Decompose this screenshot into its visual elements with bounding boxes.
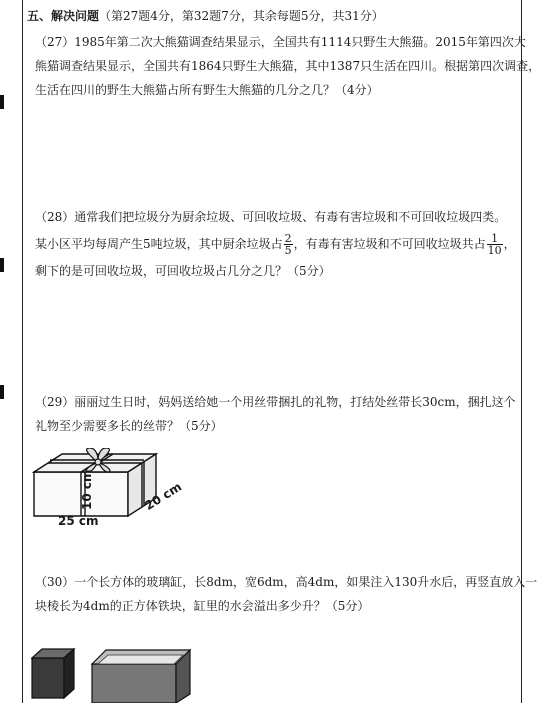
question-27 (35, 30, 541, 102)
fraction-one-tenth (487, 233, 503, 256)
binding-mark (0, 258, 4, 272)
text-segment: ， (503, 237, 516, 251)
height-label: 10 cm (80, 469, 94, 510)
fraction-denominator: 10 (487, 244, 502, 257)
cube-and-tank-figure (28, 644, 208, 703)
fraction-numerator: 1 (487, 233, 503, 245)
question-28 (35, 205, 516, 283)
question-30 (35, 570, 538, 618)
question-text-line: 块棱长为4dm的正方体铁块，缸里的水会溢出多少升？（5分） (35, 599, 370, 613)
question-text-line: 生活在四川的野生大熊猫占所有野生大熊猫的几分之几？（4分） (35, 83, 379, 97)
question-text-line: （27）1985年第二次大熊猫调查结果显示，全国共有1114只野生大熊猫。2015年第四次大 (35, 35, 526, 49)
binding-mark (0, 385, 4, 399)
question-text-line (35, 229, 516, 259)
question-text-line: 剩下的是可回收垃圾，可回收垃圾占几分之几？（5分） (35, 264, 331, 278)
width-label: 20 cm (142, 479, 185, 513)
section-heading (27, 7, 384, 24)
cube-and-tank-drawing (28, 644, 208, 703)
binding-mark (0, 95, 4, 109)
question-text-line: （28）通常我们把垃圾分为厨余垃圾、可回收垃圾、有毒有害垃圾和不可回收垃圾四类。 (35, 210, 507, 224)
fraction-two-fifths (284, 233, 293, 256)
question-text-line: （30）一个长方体的玻璃缸，长8dm，宽6dm，高4dm，如果注入130升水后，再竖直放入一 (35, 575, 538, 589)
text-segment: ，有毒有害垃圾和不可回收垃圾共占 (293, 237, 486, 251)
question-29 (35, 390, 516, 438)
iron-cube-icon (32, 649, 74, 698)
fraction-numerator: 2 (284, 232, 292, 245)
text-segment: 某小区平均每周产生5吨垃圾，其中厨余垃圾占 (35, 237, 283, 251)
question-text-line: 礼物至少需要多长的丝带？（5分） (35, 419, 223, 433)
glass-tank-icon (92, 650, 190, 703)
question-text-line: 熊猫调查结果显示，全国共有1864只野生大熊猫，其中1387只生活在四川。根据第四次调查， (35, 59, 541, 73)
section-title: 五、解决问题 (27, 9, 100, 23)
length-label: 25 cm (58, 514, 99, 528)
fraction-denominator: 5 (284, 244, 292, 257)
question-text-line: （29）丽丽过生日时，妈妈送给她一个用丝带捆扎的礼物，打结处丝带长30cm，捆扎这个 (35, 395, 516, 409)
section-subtitle: （第27题4分，第32题7分，其余每题5分，共31分） (99, 9, 384, 23)
